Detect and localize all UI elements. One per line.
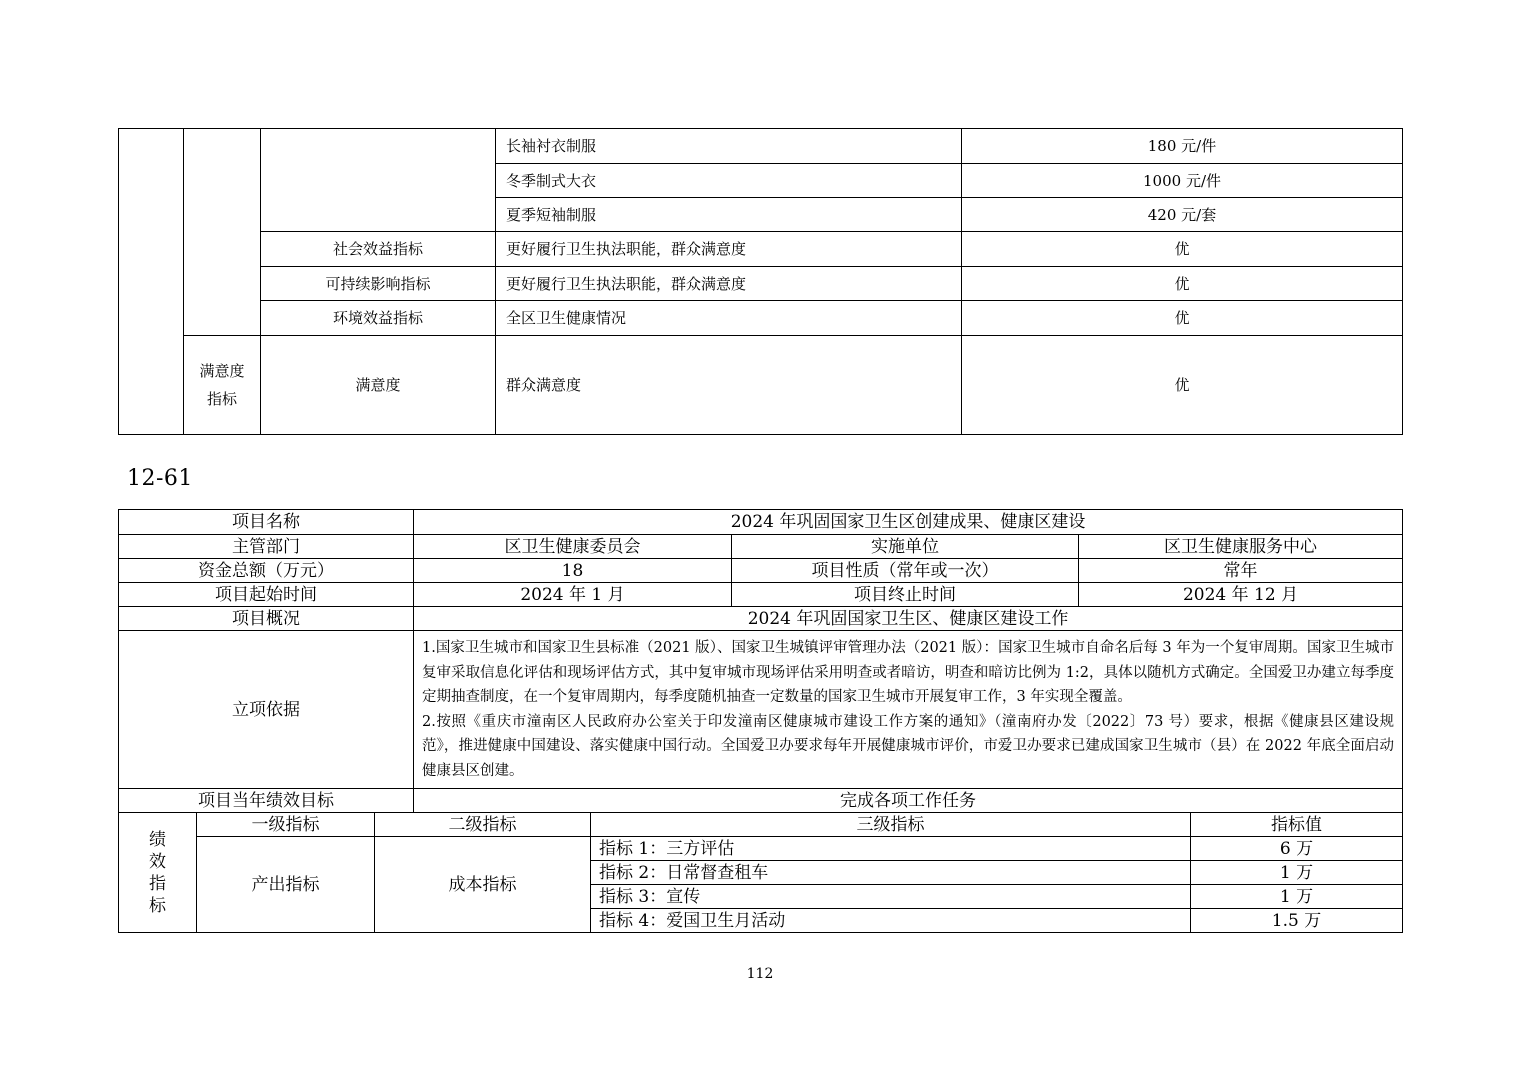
basis-paragraph: 2.按照《重庆市潼南区人民政府办公室关于印发潼南区健康城市建设工作方案的通知》（潼南府办发〔2022〕73 号）要求，根据《健康县区建设规范》，推进健康中国建设、落实健康中国行动。全国爱卫办要求每年开展健康城市评价，市爱卫办要求已建成国家卫生城市（县）在 2022 年底全面启动健康县区创建。	[422, 713, 1395, 779]
table-row	[119, 535, 1403, 559]
indicator-value: 1 万	[1191, 885, 1403, 909]
table-row	[119, 559, 1403, 583]
indicator-item: 指标 4：爱国卫生月活动	[591, 909, 1191, 933]
indicator-item: 冬季制式大衣	[496, 164, 962, 198]
field-label: 实施单位	[732, 535, 1079, 559]
page-number: 112	[746, 966, 774, 982]
table-row	[119, 232, 1403, 267]
field-label: 项目终止时间	[732, 583, 1079, 607]
indicator-value: 优	[962, 301, 1403, 336]
field-label: 项目概况	[119, 607, 414, 631]
project-performance-table	[118, 509, 1403, 933]
vertical-char: 效	[149, 851, 166, 872]
level1-satisfaction	[184, 336, 261, 435]
indicator-value: 180 元/件	[962, 129, 1403, 164]
level1-blank-cell	[184, 129, 261, 336]
field-value: 区卫生健康委员会	[414, 535, 732, 559]
column-header: 指标值	[1191, 813, 1403, 837]
field-value: 2024 年 12 月	[1079, 583, 1403, 607]
vertical-char: 指	[149, 873, 166, 894]
column-header: 一级指标	[197, 813, 375, 837]
level2-indicator: 可持续影响指标	[261, 267, 496, 301]
field-label: 主管部门	[119, 535, 414, 559]
vertical-char: 绩	[149, 829, 166, 850]
level2-blank-cell	[261, 129, 496, 232]
field-value: 完成各项工作任务	[414, 789, 1403, 813]
field-value: 2024 年 1 月	[414, 583, 732, 607]
basis-paragraph: 1.国家卫生城市和国家卫生县标准（2021 版）、国家卫生城镇评审管理办法（2021 版）：国家卫生城市自命名后每 3 年为一个复审周期。国家卫生城市复审采取信息化评估和现场评估方式，其中复审城市现场评估采用明查或者暗访，明查和暗访比例为 1:2，具体以随机方式确定。全国爱卫办建立每季度定期抽查制度，在一个复审周期内，每季度随机抽查一定数量的国家卫生城市开展复审工作，3 年实现全覆盖。	[422, 640, 1395, 705]
level1-satisfaction-line: 指标	[206, 390, 237, 408]
table-row	[119, 267, 1403, 301]
indicator-value: 1.5 万	[1191, 909, 1403, 933]
field-label: 项目性质（常年或一次）	[732, 559, 1079, 583]
column-header: 三级指标	[591, 813, 1191, 837]
field-value: 区卫生健康服务中心	[1079, 535, 1403, 559]
level2-indicator: 社会效益指标	[261, 232, 496, 267]
indicator-item: 指标 2：日常督查租车	[591, 861, 1191, 885]
indicator-item: 群众满意度	[496, 336, 962, 435]
indicator-continuation-table	[118, 128, 1403, 435]
indicator-value: 6 万	[1191, 837, 1403, 861]
field-label: 项目当年绩效目标	[119, 789, 414, 813]
level2-indicator: 成本指标	[375, 837, 591, 933]
table-row	[119, 789, 1403, 813]
table-row	[119, 631, 1403, 789]
field-label: 资金总额（万元）	[119, 559, 414, 583]
indicator-value: 1000 元/件	[962, 164, 1403, 198]
field-value: 常年	[1079, 559, 1403, 583]
indicator-item: 指标 3：宣传	[591, 885, 1191, 909]
indicator-item: 夏季短袖制服	[496, 198, 962, 232]
level2-indicator: 环境效益指标	[261, 301, 496, 336]
basis-text	[414, 631, 1403, 789]
indicator-value: 420 元/套	[962, 198, 1403, 232]
indicator-item: 长袖衬衣制服	[496, 129, 962, 164]
field-label: 立项依据	[119, 631, 414, 789]
table-row	[119, 813, 1403, 837]
indicator-item: 更好履行卫生执法职能，群众满意度	[496, 267, 962, 301]
table-row	[119, 607, 1403, 631]
table-row	[119, 837, 1403, 861]
vertical-char: 标	[149, 895, 166, 916]
column-header: 二级指标	[375, 813, 591, 837]
table-row	[119, 336, 1403, 435]
indicator-value: 优	[962, 232, 1403, 267]
section-number: 12-61	[127, 466, 193, 491]
field-value: 18	[414, 559, 732, 583]
indicator-value: 优	[962, 336, 1403, 435]
indicator-item: 指标 1：三方评估	[591, 837, 1191, 861]
project-name: 2024 年巩固国家卫生区创建成果、健康区建设	[414, 510, 1403, 535]
level2-indicator: 满意度	[261, 336, 496, 435]
field-label: 项目名称	[119, 510, 414, 535]
level1-indicator: 产出指标	[197, 837, 375, 933]
level1-satisfaction-line: 满意度	[199, 362, 245, 380]
table-row	[119, 510, 1403, 535]
field-label: 项目起始时间	[119, 583, 414, 607]
indicator-item: 全区卫生健康情况	[496, 301, 962, 336]
table-row	[119, 583, 1403, 607]
table-row	[119, 129, 1403, 164]
field-value: 2024 年巩固国家卫生区、健康区建设工作	[414, 607, 1403, 631]
indicator-item: 更好履行卫生执法职能，群众满意度	[496, 232, 962, 267]
table-row	[119, 301, 1403, 336]
level1-blank-cell	[119, 129, 184, 435]
indicator-value: 优	[962, 267, 1403, 301]
indicator-value: 1 万	[1191, 861, 1403, 885]
performance-indicator-label	[119, 813, 197, 933]
